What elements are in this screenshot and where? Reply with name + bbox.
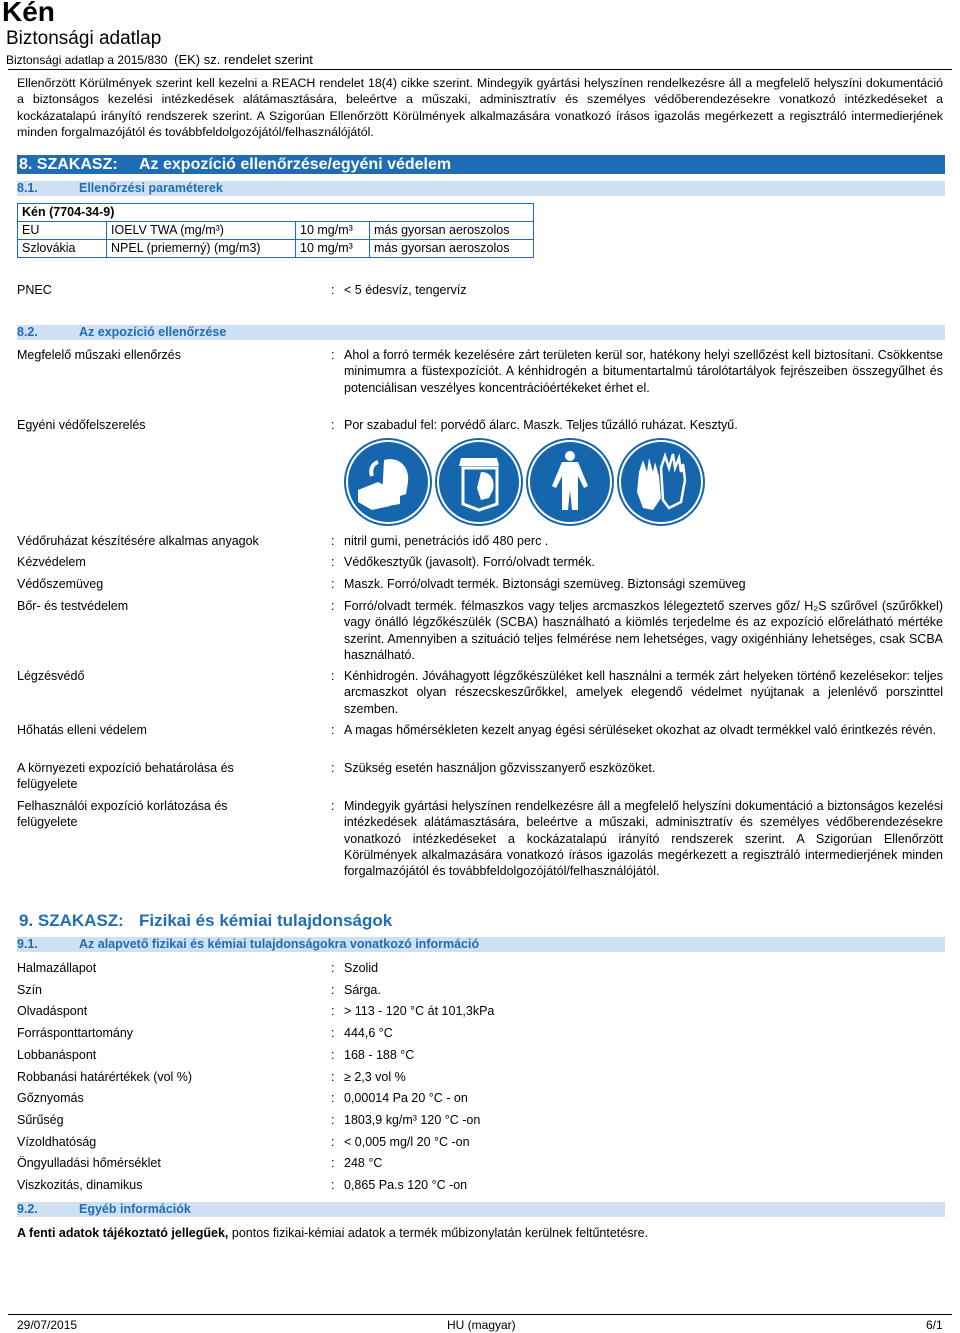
protective-suit-icon — [526, 438, 614, 526]
document-title: Kén — [2, 0, 55, 27]
property-value: > 113 - 120 °C át 101,3kPa — [344, 1004, 495, 1019]
property-label: Öngyulladási hőmérséklet — [17, 1156, 161, 1171]
property-label: Vízoldhatóság — [17, 1134, 97, 1149]
property-label: Robbanási határértékek (vol %) — [17, 1069, 193, 1084]
substance-header: Kén (7704-34-9) — [18, 204, 534, 222]
face-shield-icon — [435, 438, 523, 526]
table-row: Szlovákia NPEL (priemerný) (mg/m3) 10 mg/m³ más gyorsan aeroszolos — [18, 240, 534, 258]
property-label: Halmazállapot — [17, 961, 97, 975]
table-header-row — [18, 204, 534, 222]
subsection-8-2-heading: 8.2. Az expozíció ellenőrzése — [17, 325, 945, 340]
exposure-limits-table — [17, 203, 534, 258]
intro-paragraph: Ellenőrzött Körülmények szerint kell kezelni a REACH rendelet 18(4) cikke szerint. Mindegyik gyártási helyszínen rendelkezésre áll a megfelelő helyszíni dokumentáció a biztonságos kezelési intézkedések alátámasztására, beleértve a műszaki, adminisztratív és személyes védőberendezésekre vonatkozó intézkedéseket a kockázatalapú irányító rendszerek szerint. A Szigorúan Ellenőrzött Körülmények alkalmazására vonatkozó írásos igazolás megérkezett a regisztráló intermedierjének minden forgalmazójától és továbbfeldolgozójától/felhasználójától. — [17, 76, 943, 139]
footer-page: 6/1 — [926, 1318, 943, 1332]
property-value: < 0,005 mg/l 20 °C -on — [344, 1134, 470, 1149]
property-label: Szín — [17, 982, 43, 997]
property-label: Lobbanáspont — [17, 1047, 97, 1062]
section-8-heading: 8. SZAKASZ: Az expozíció ellenőrzése/egyéni védelem — [17, 155, 945, 174]
footer-divider — [8, 1314, 952, 1315]
footer-language: HU (magyar) — [447, 1318, 516, 1332]
document-subtitle: Biztonsági adatlap — [6, 28, 162, 49]
subsection-9-2-heading: 9.2. Egyéb információk — [17, 1202, 945, 1217]
property-value: 248 °C — [344, 1156, 383, 1171]
info-note: A fenti adatok tájékoztató jellegűek, pontos fizikai-kémiai adatok a termék műbizonylatán kerülnek feltűntetésre. — [17, 1226, 649, 1240]
subsection-9-1-heading: 9.1. Az alapvető fizikai és kémiai tulajdonságokra vonatkozó információ — [17, 937, 945, 952]
property-label: Viszkozitás, dinamikus — [17, 1178, 143, 1192]
property-value: Szolid — [344, 961, 379, 975]
property-label: Gőznyomás — [17, 1091, 84, 1106]
header-divider — [8, 69, 952, 70]
property-value: 0,00014 Pa 20 °C - on — [344, 1091, 468, 1106]
gloves-icon — [617, 438, 705, 526]
footer-date: 29/07/2015 — [17, 1318, 78, 1332]
property-label: Forrásponttartomány — [17, 1026, 134, 1041]
property-value: 444,6 °C — [344, 1026, 393, 1041]
property-value: 168 - 188 °C — [344, 1047, 415, 1062]
property-value: 0,865 Pa.s 120 °C -on — [344, 1178, 468, 1192]
table-row: EU IOELV TWA (mg/m³) 10 mg/m³ más gyorsan aeroszolos — [18, 222, 534, 240]
dust-mask-icon — [344, 438, 432, 526]
property-label: Olvadáspont — [17, 1004, 88, 1019]
regulation-line: Biztonsági adatlap a 2015/830 (EK) sz. rendelet szerint — [6, 52, 313, 67]
property-value: ≥ 2,3 vol % — [344, 1069, 406, 1084]
property-value: Sárga. — [344, 982, 381, 997]
subsection-8-1-heading: 8.1. Ellenőrzési paraméterek — [17, 181, 945, 196]
property-value: 1803,9 kg/m³ 120 °C -on — [344, 1112, 481, 1127]
property-label: Sűrűség — [17, 1112, 64, 1127]
section-9-heading: 9. SZAKASZ: Fizikai és kémiai tulajdonságok — [17, 911, 417, 930]
